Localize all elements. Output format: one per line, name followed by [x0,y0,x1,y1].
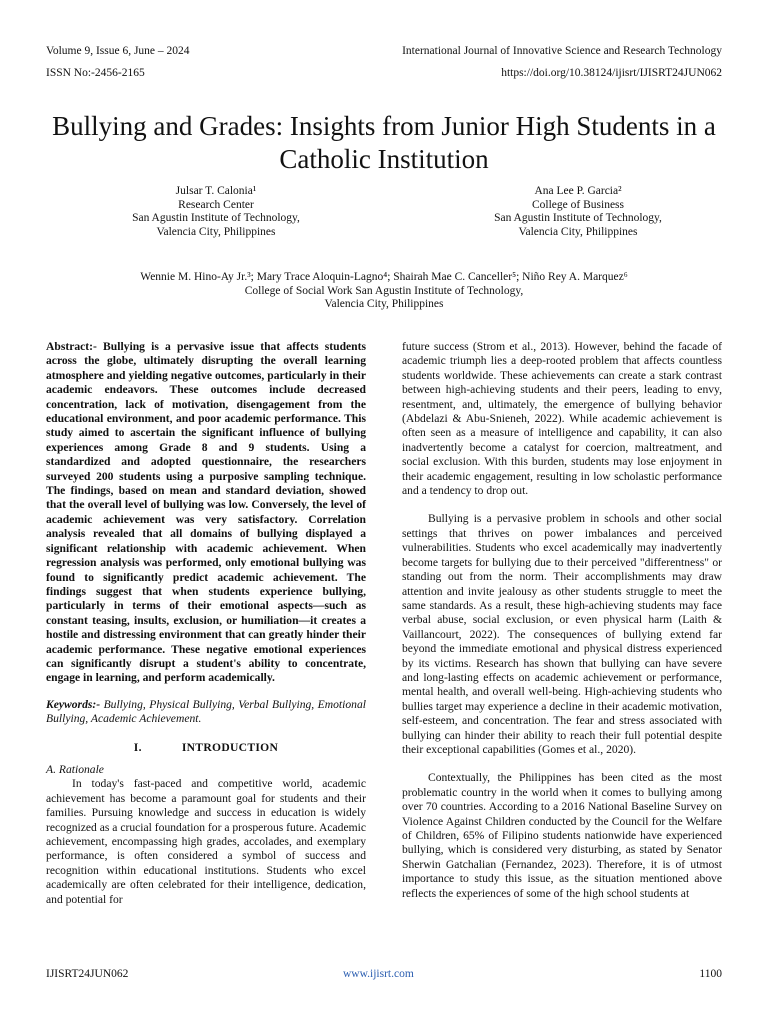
other-author-institution: College of Social Work San Agustin Institute of Technology, [244,284,524,297]
keywords-text: Bullying, Physical Bullying, Verbal Bullying, Emotional Bullying, Academic Achievement. [46,697,366,726]
section-heading [46,741,366,755]
author-dept: College of Business [532,198,624,211]
other-author-names: Wennie M. Hino-Ay Jr.³; Mary Trace Aloquin-Lagno⁴; Shairah Mae C. Canceller⁵; Niño Rey A. Marquez⁶ [140,271,628,283]
right-column [402,340,722,901]
issn: ISSN No:-2456-2165 [46,67,145,79]
keywords-label: Keywords:- [46,697,101,711]
body-paragraph: future success (Strom et al., 2013). However, behind the facade of academic triumph lies a deep-rooted problem that affects countless students worldwide. These achievements can create a stark contrast between high-achieving students and their peers, leading to envy, resentment, and, ultimately, the emergence of bullying behavior (Abdelazi & Abu-Snieneh, 2022). While academic achievement is often seen as a measure of intelligence and capability, it can also inadvertently become a catalyst for coercion, maltreatment, and social exclusion. With this burden, students may lose enjoyment in their academic engagement, resulting in low scholastic performance and a tendency to drop out. [402,340,722,498]
keywords [46,698,366,727]
author-name: Julsar T. Calonia¹ [175,185,257,197]
author-place: Valencia City, Philippines [518,225,638,238]
body-paragraph: Bullying is a pervasive problem in schools and other social settings that thrives on power imbalances and perceived vulnerabilities. Students who excel academically may inadvertently become targets for bullying due to their perceived "differentness" or standing out from the norm. Their accomplishments may draw attention and invite jealousy as other students struggle to meet the same standards. As a result, these high-achieving students may face verbal abuse, social exclusion, or even physical harm (Laith & Vaillancourt, 2022). The consequences of bullying extend far beyond the immediate emotional and physical distress experienced by its victims. Research has shown that bullying can have severe and long-lasting effects on academic achievement or performance, mental health, and overall well-being. High-achieving students who bullies target may experience a decline in their academic motivation, self-esteem, and concentration. The fear and stress associated with bullying can hinder their ability to reach their full potential despite their exceptional capabilities (Gomes et al., 2020). [402,512,722,756]
body-paragraph: Contextually, the Philippines has been cited as the most problematic country in the world when it comes to bullying among over 70 countries. According to a 2016 National Baseline Survey on Violence Against Children conducted by the Council for the Welfare of Children, 65% of Filipino students nationwide have experienced bullying, which is considered very disturbing, as stated by Senator Sherwin Gatchalian (Fernandez, 2023). Therefore, it is of utmost importance to study this issue, as the situation mentioned above reflects the experiences of some of the high school students at [402,771,722,900]
author-institution: San Agustin Institute of Technology, [132,212,300,224]
journal-name: International Journal of Innovative Science and Research Technology [402,45,722,57]
footer-website-link[interactable]: www.ijisrt.com [343,968,414,980]
author-block-2 [428,185,728,239]
author-dept: Research Center [178,198,254,211]
subsection-heading: A. Rationale [46,762,104,776]
author-place: Valencia City, Philippines [156,225,276,238]
author-name: Ana Lee P. Garcia² [534,185,622,197]
author-block-1 [66,185,366,239]
other-author-place: Valencia City, Philippines [324,298,444,310]
paper-title: Bullying and Grades: Insights from Junior High Students in a Catholic Institution [52,111,716,175]
left-column [46,340,366,907]
page-number: 1100 [699,968,722,980]
other-authors-block [40,271,728,312]
body-paragraph: In today's fast-paced and competitive world, academic achievement has become a paramount goal for students and their families. Pursuing knowledge and success in education is widely recognized as a crucial foundation for a prosperous future. Academic achievement, encompassing high grades, accolades, and exemplary performance, is often considered a symbol of success and recognition within educational institutions. Students who excel academically are often celebrated for their intelligence, dedication, and potential for [46,777,366,906]
volume-info: Volume 9, Issue 6, June – 2024 [46,45,190,57]
section-title: INTRODUCTION [181,740,279,754]
doi-link[interactable]: https://doi.org/10.38124/ijisrt/IJISRT24JUN062 [501,67,722,79]
author-institution: San Agustin Institute of Technology, [494,212,662,224]
footer-paper-id: IJISRT24JUN062 [46,968,129,980]
section-number: I. [133,740,142,754]
abstract: Abstract:- Bullying is a pervasive issue that affects students across the globe, ultimately disrupting the overall learning atmosphere and yielding negative outcomes, particularly in their academic endeavors. These outcomes include decreased concentration, lack of motivation, disengagement from the educational environment, and poor academic performance. This study aimed to ascertain the significant influence of bullying experiences among Grade 8 and 9 students. Using a standardized and adopted questionnaire, the researchers surveyed 200 students using a purposive sampling technique. The findings, based on mean and standard deviation, showed that the overall level of bullying was low. Conversely, the level of academic achievement was very satisfactory. Correlation analysis revealed that all domains of bullying displayed a significant relationship with academic achievement. When regression analysis was performed, only emotional bullying was found to significantly predict academic achievement. The findings suggest that when students experience bullying, particularly in terms of their emotional aspects—such as constant teasing, insults, exclusion, or humiliation—it creates a hostile and distressing environment that can greatly hinder their academic performance. These negative emotional experiences can significantly disrupt a student's ability to concentrate, engage in learning, and perform academically. [46,340,366,685]
